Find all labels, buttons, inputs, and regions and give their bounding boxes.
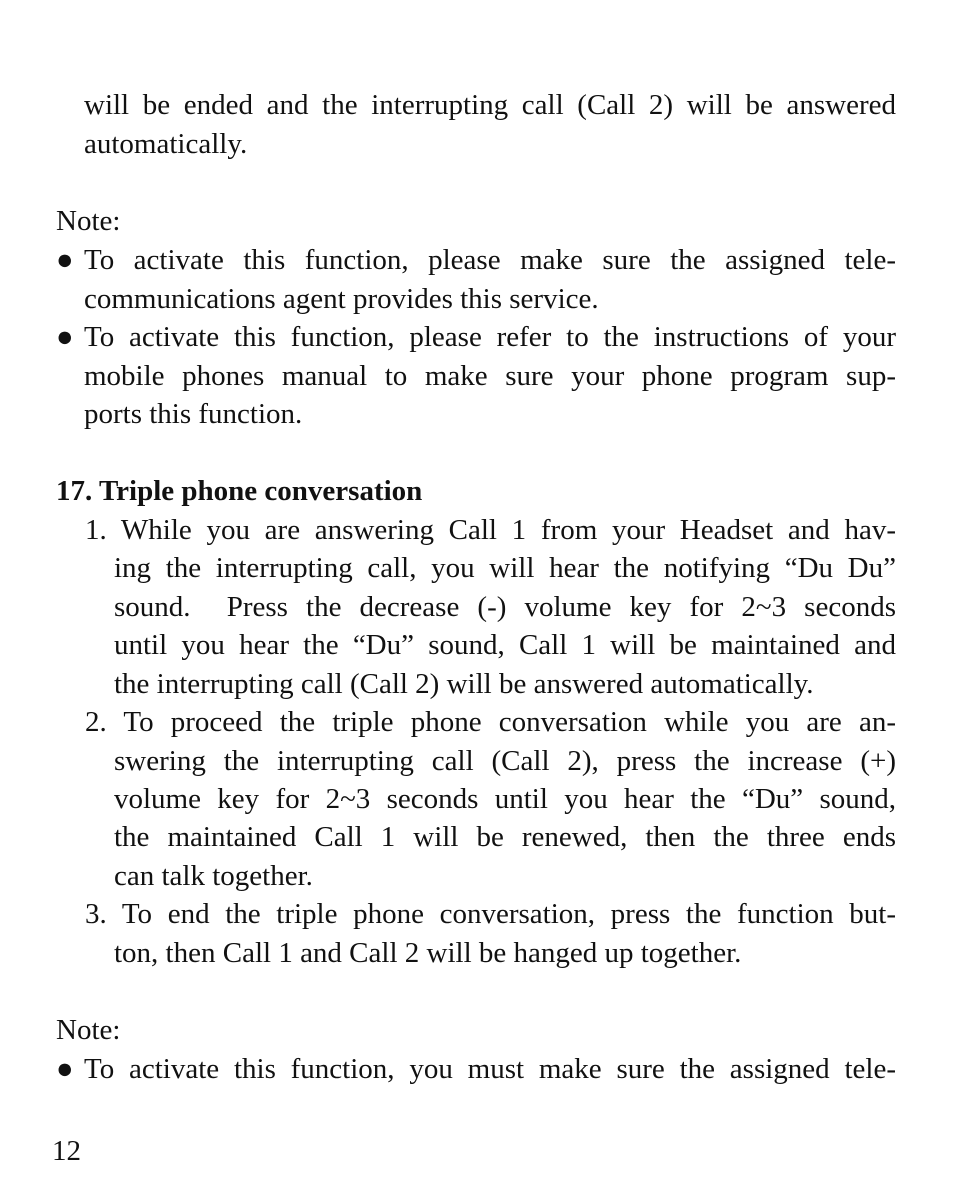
item-1-line-1: 1. While you are answering Call 1 from your Headset and hav- [85, 514, 896, 546]
note-label: Note: [56, 205, 121, 237]
item-1-line-3: sound. Press the decrease (-) volume key for 2~3 seconds [114, 591, 896, 623]
section-heading: 17. Triple phone conversation [56, 475, 423, 507]
note-bullet-2-line-3: ports this function. [84, 398, 303, 430]
note-label: Note: [56, 1014, 121, 1046]
note-bullet-1 [56, 241, 896, 279]
page-number: 12 [52, 1135, 81, 1167]
item-2-line-1: 2. To proceed the triple phone conversation while you are an- [85, 706, 896, 738]
note2-bullet-1-line-1: To activate this function, you must make sure the assigned tele- [84, 1053, 896, 1085]
item-3-line-2: ton, then Call 1 and Call 2 will be hanged up together. [114, 937, 742, 969]
item-1-line-5: the interrupting call (Call 2) will be answered automatically. [114, 668, 814, 700]
item-2-line-2: swering the interrupting call (Call 2), press the increase (+) [114, 745, 896, 777]
bullet-icon: ● [56, 244, 74, 276]
item-1-line-2: ing the interrupting call, you will hear the notifying “Du Du” [114, 552, 896, 584]
note-bullet-2-line-1: To activate this function, please refer to the instructions of your [84, 321, 896, 353]
item-2-line-5: can talk together. [114, 860, 313, 892]
note-bullet-1-line-2: communications agent provides this service. [84, 283, 599, 315]
continuation-line-1: will be ended and the interrupting call (Call 2) will be answered [84, 89, 896, 121]
item-2-line-3: volume key for 2~3 seconds until you hear the “Du” sound, [114, 783, 896, 815]
note-bullet-1 [56, 1050, 896, 1088]
continuation-line-2: automatically. [84, 128, 248, 160]
note-bullet-2 [56, 318, 896, 356]
note-bullet-1-line-1: To activate this function, please make sure the assigned tele- [84, 244, 896, 276]
item-3-line-1: 3. To end the triple phone conversation, press the function but- [85, 898, 896, 930]
note-bullet-2-line-2: mobile phones manual to make sure your phone program sup- [84, 360, 896, 392]
bullet-icon: ● [56, 321, 74, 353]
item-2-line-4: the maintained Call 1 will be renewed, then the three ends [114, 821, 896, 853]
item-1-line-4: until you hear the “Du” sound, Call 1 will be maintained and [114, 629, 896, 661]
bullet-icon: ● [56, 1053, 74, 1085]
